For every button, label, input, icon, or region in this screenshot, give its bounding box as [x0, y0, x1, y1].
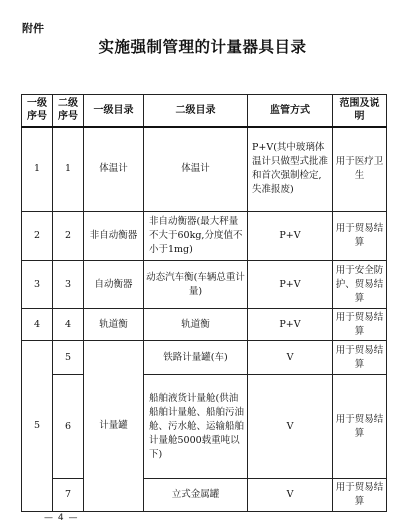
supervision-mode: P+V: [248, 212, 333, 261]
header-level2-catalog: 二级目录: [144, 95, 248, 127]
supervision-mode: V: [248, 375, 333, 479]
level2-no: 4: [53, 309, 84, 341]
level1-catalog: 非自动衡器: [84, 212, 144, 261]
level2-catalog: 动态汽车衡(车辆总重计量): [144, 261, 248, 309]
supervision-mode: P+V(其中玻璃体温计只做型式批准和首次强制检定,失准报废): [248, 127, 333, 212]
table-row: [22, 375, 387, 479]
level2-no: 3: [53, 261, 84, 309]
level1-no: 5: [22, 341, 53, 512]
level2-no: 6: [53, 375, 84, 479]
table-row: [22, 212, 387, 261]
scope: 用于贸易结算: [333, 212, 387, 261]
level2-catalog: 船舶液货计量舱(供油船舶计量舱、船舶污油舱、污水舱、运输船舶计量舱5000载重吨以下): [144, 375, 248, 479]
level1-catalog: 轨道衡: [84, 309, 144, 341]
scope: 用于贸易结算: [333, 341, 387, 375]
header-level1-catalog: 一级目录: [84, 95, 144, 127]
page-number: — 4 —: [44, 513, 79, 523]
supervision-mode: P+V: [248, 261, 333, 309]
level1-catalog: 计量罐: [84, 341, 144, 512]
level1-no: 1: [22, 127, 53, 212]
level2-catalog: 非自动衡器(最大秤量不大于60kg,分度值不小于1mg): [144, 212, 248, 261]
level1-catalog: 体温计: [84, 127, 144, 212]
table-header-row: [22, 95, 387, 127]
table-row: [22, 261, 387, 309]
table-row: [22, 479, 387, 512]
level2-catalog: 体温计: [144, 127, 248, 212]
level1-no: 4: [22, 309, 53, 341]
level1-no: 3: [22, 261, 53, 309]
header-scope: 范围及说明: [333, 95, 387, 127]
header-level1-no: 一级序号: [22, 95, 53, 127]
level2-catalog: 立式金属罐: [144, 479, 248, 512]
attachment-label: 附件: [22, 22, 44, 35]
table-row: [22, 127, 387, 212]
table-row: [22, 341, 387, 375]
level2-catalog: 轨道衡: [144, 309, 248, 341]
supervision-mode: V: [248, 479, 333, 512]
level2-no: 5: [53, 341, 84, 375]
level2-catalog: 铁路计量罐(车): [144, 341, 248, 375]
document-title: 实施强制管理的计量器具目录: [98, 38, 307, 56]
scope: 用于医疗卫生: [333, 127, 387, 212]
scope: 用于贸易结算: [333, 479, 387, 512]
level1-catalog: 自动衡器: [84, 261, 144, 309]
header-level2-no: 二级序号: [53, 95, 84, 127]
level1-no: 2: [22, 212, 53, 261]
level2-no: 7: [53, 479, 84, 512]
scope: 用于安全防护、贸易结算: [333, 261, 387, 309]
table-row: [22, 309, 387, 341]
header-supervision-mode: 监管方式: [248, 95, 333, 127]
supervision-mode: P+V: [248, 309, 333, 341]
supervision-mode: V: [248, 341, 333, 375]
level2-no: 1: [53, 127, 84, 212]
instrument-catalog-table: [21, 94, 387, 512]
scope: 用于贸易结算: [333, 309, 387, 341]
level2-no: 2: [53, 212, 84, 261]
scope: 用于贸易结算: [333, 375, 387, 479]
